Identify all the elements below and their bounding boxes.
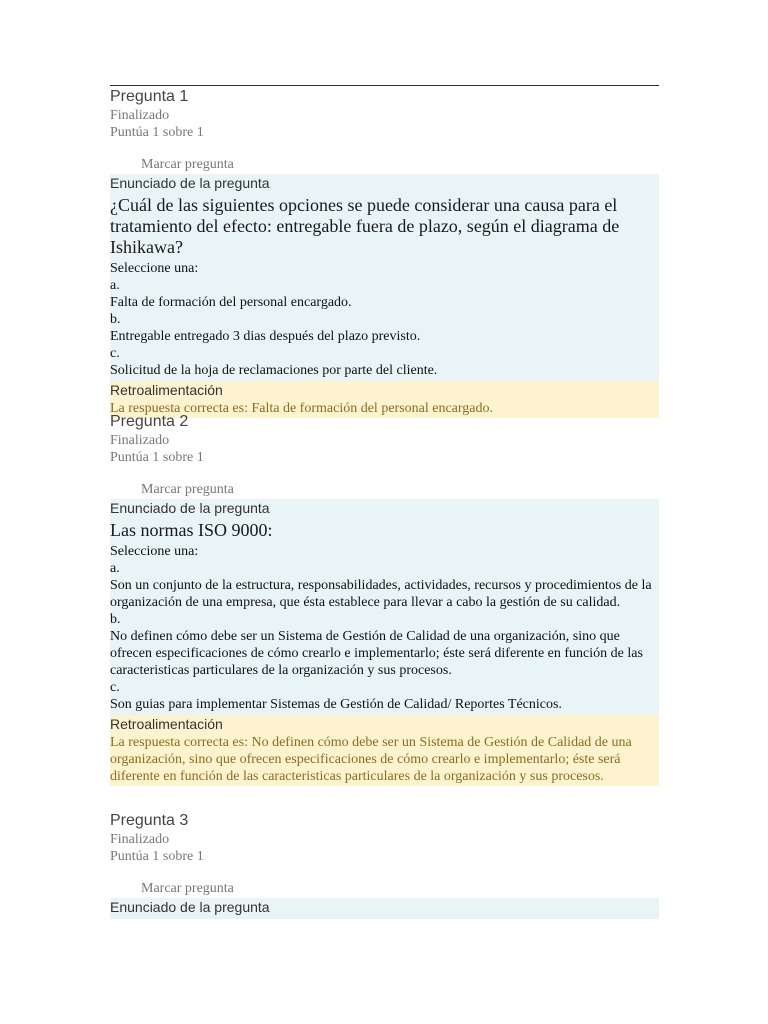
question-score: Puntúa 1 sobre 1 [110,125,204,140]
question-3 [110,811,659,919]
select-prompt: Seleccione una: [110,261,199,276]
feedback-text: La respuesta correcta es: Falta de formación del personal encargado. [110,401,494,416]
flag-question-button[interactable]: Marcar pregunta [141,157,234,172]
question-statement-box [110,174,659,381]
feedback-text: La respuesta correcta es: No definen cómo debe ser un Sistema de Gestión de Calidad de una organización, sino que ofrecen especificaciones de cómo crearlo e implementarlo; éste será diferente en función de las caracteristicas particulares de la organización y sus procesos. [110,735,632,784]
option-b[interactable]: No definen cómo debe ser un Sistema de Gestión de Calidad de una organización, sino que ofrecen especificaciones de cómo crearlo e implementarlo; éste será diferente en función de las caracteristicas particulares de la organización y sus procesos. [110,629,643,678]
option-a[interactable]: Falta de formación del personal encargado. [110,295,352,310]
question-text: Las normas ISO 9000: [110,520,273,540]
statement-label: Enunciado de la pregunta [110,500,270,516]
option-a-letter: a. [110,561,120,576]
option-c-letter: c. [110,680,120,695]
statement-label: Enunciado de la pregunta [110,899,270,915]
flag-question-button[interactable]: Marcar pregunta [141,881,234,896]
question-status: Finalizado [110,433,170,448]
option-c[interactable]: Solicitud de la hoja de reclamaciones por parte del cliente. [110,363,438,378]
question-title: Pregunta 3 [110,812,189,829]
question-status: Finalizado [110,832,170,847]
top-divider [110,85,659,86]
option-b-letter: b. [110,312,121,327]
question-score: Puntúa 1 sobre 1 [110,849,204,864]
option-c-letter: c. [110,346,120,361]
question-title: Pregunta 1 [110,88,189,105]
option-b-letter: b. [110,612,121,627]
question-status: Finalizado [110,108,170,123]
option-b[interactable]: Entregable entregado 3 dias después del plazo previsto. [110,329,421,344]
question-title: Pregunta 2 [110,413,189,430]
question-score: Puntúa 1 sobre 1 [110,450,204,465]
select-prompt: Seleccione una: [110,544,199,559]
question-text: ¿Cuál de las siguientes opciones se puede considerar una causa para el tratamiento del efecto: entregable fuera de plazo, según el diagrama de Ishikawa? [110,195,620,257]
option-a[interactable]: Son un conjunto de la estructura, responsabilidades, actividades, recursos y procedimientos de la organización de una empresa, que ésta establece para llevar a cabo la gestión de su calidad. [110,578,652,610]
option-c[interactable]: Son guias para implementar Sistemas de Gestión de Calidad/ Reportes Técnicos. [110,697,562,712]
question-statement-box [110,898,659,919]
question-1 [110,87,659,418]
feedback-label: Retroalimentación [110,382,223,398]
statement-label: Enunciado de la pregunta [110,175,270,191]
flag-question-button[interactable]: Marcar pregunta [141,482,234,497]
feedback-box [110,715,659,786]
feedback-label: Retroalimentación [110,716,223,732]
question-2 [110,412,659,786]
question-statement-box [110,499,659,715]
option-a-letter: a. [110,278,120,293]
